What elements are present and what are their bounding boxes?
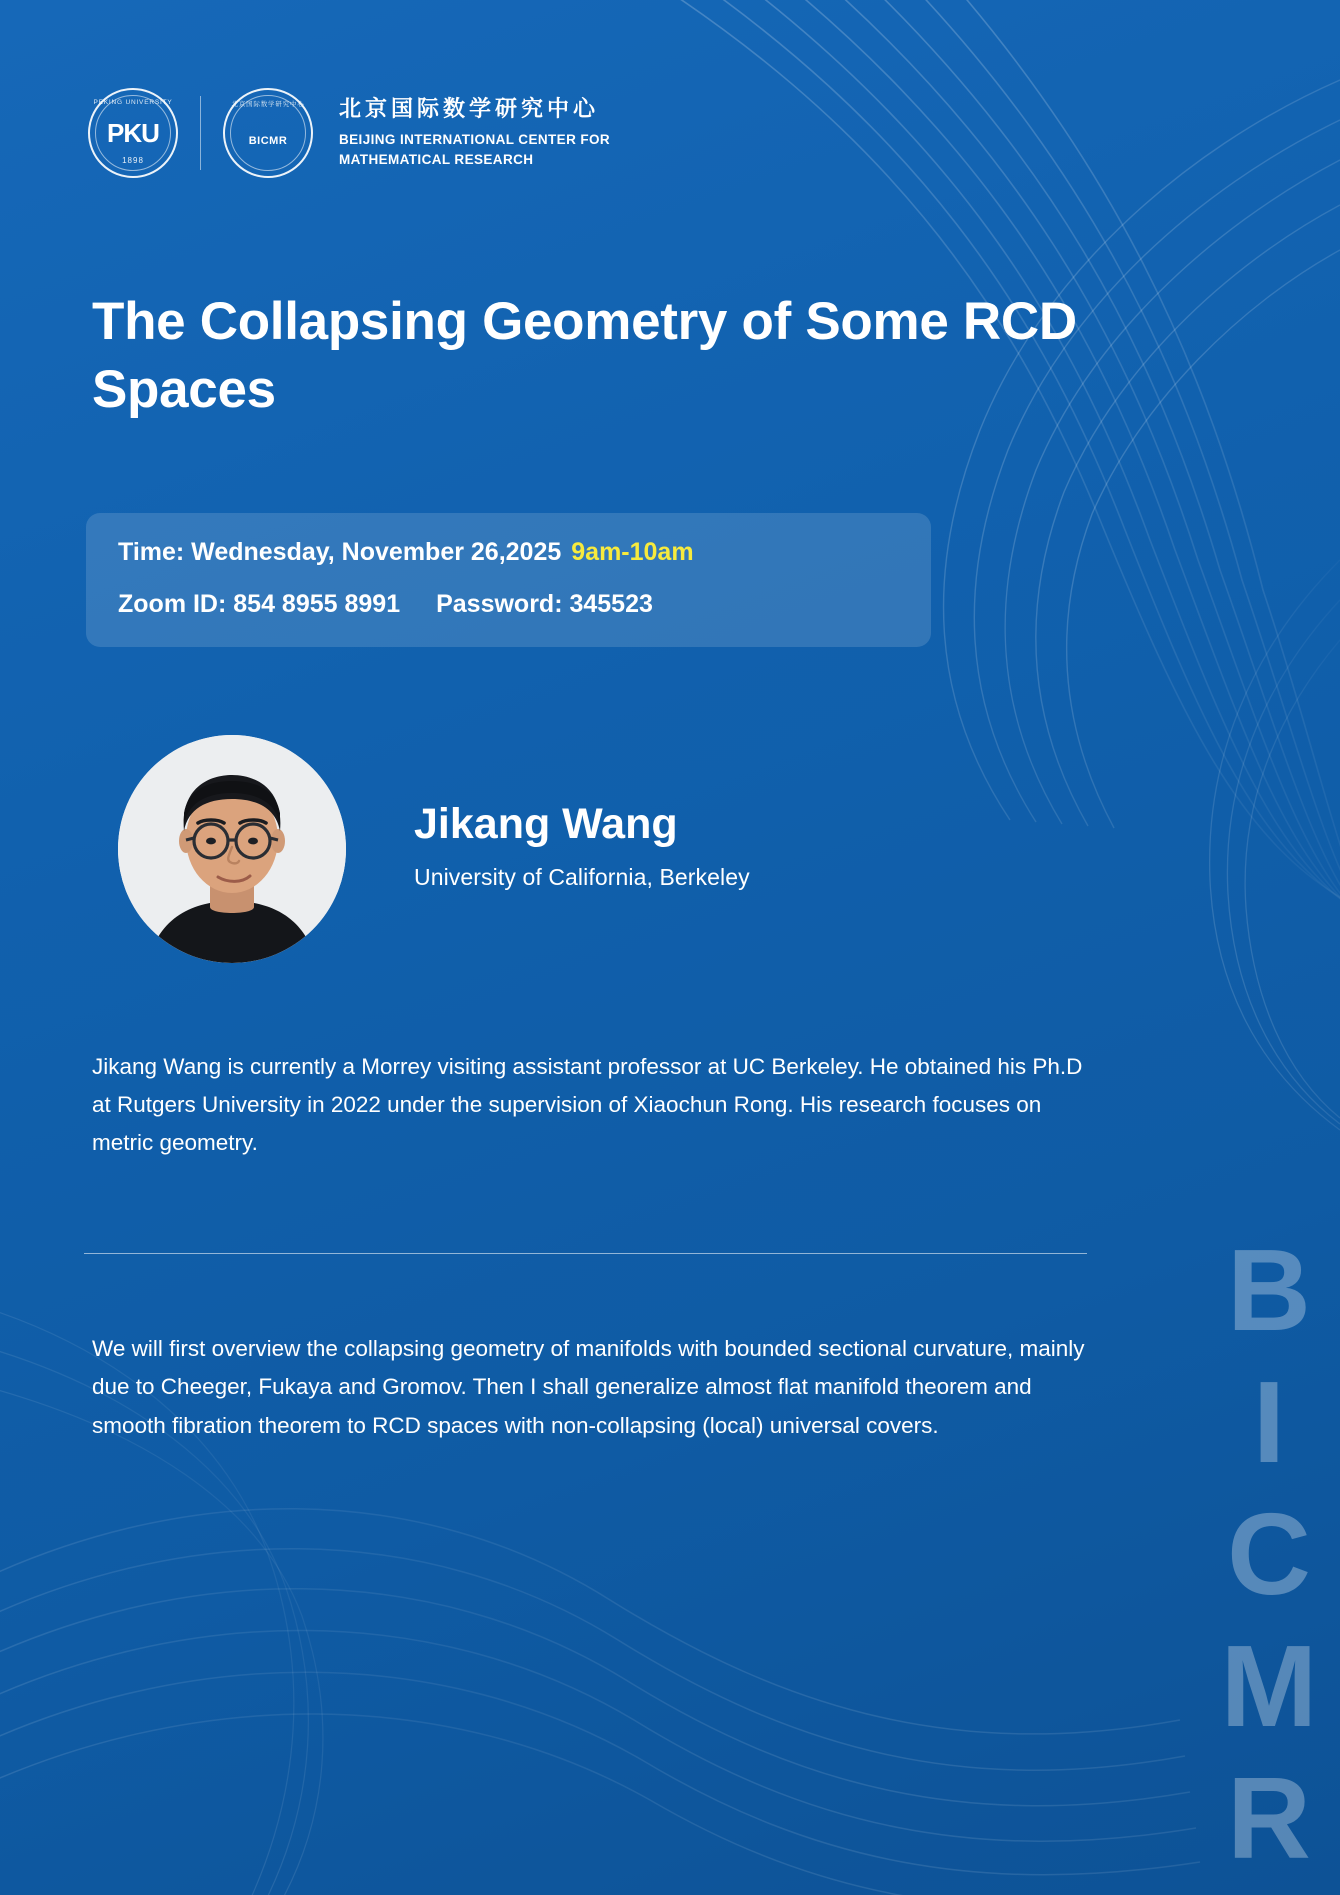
organization-name-block (339, 96, 610, 171)
bicmr-logo-mark: BICMR (248, 134, 288, 147)
event-time-label: Time: Wednesday, November 26,2025 (118, 538, 562, 566)
speaker-block (118, 735, 750, 963)
speaker-affiliation: University of California, Berkeley (414, 864, 750, 891)
event-time-line (118, 540, 899, 565)
talk-abstract: We will first overview the collapsing geometry of manifolds with bounded sectional curvature, mainly due to Cheeger, Fukaya and Gromov. Then I shall generalize almost flat manifold theorem and smooth fibration theorem to RCD spaces with non-collapsing (local) universal covers. (92, 1336, 1085, 1438)
bicmr-wordmark: BICMR (1204, 1225, 1334, 1885)
pku-logo-top-text: PEKING UNIVERSITY (93, 99, 173, 106)
zoom-id: Zoom ID: 854 8955 8991 (118, 590, 401, 618)
event-time-highlight: 9am-10am (571, 538, 694, 566)
pku-logo-icon (88, 88, 178, 178)
speaker-bio: Jikang Wang is currently a Morrey visiting assistant professor at UC Berkeley. He obtained his Ph.D at Rutgers University in 2022 under the supervision of Xiaochun Rong. His research focuses on metric geometry. (92, 1054, 1083, 1155)
organization-name-en-line2: MATHEMATICAL RESEARCH (339, 152, 534, 168)
speaker-avatar (118, 735, 346, 963)
speaker-name: Jikang Wang (414, 799, 678, 848)
event-info-box (86, 513, 931, 647)
talk-title: The Collapsing Geometry of Some RCD Spaces (92, 292, 1077, 419)
header-logos (88, 88, 610, 178)
speaker-text-block (414, 801, 750, 897)
bicmr-logo-icon (223, 88, 313, 178)
organization-name-cn: 北京国际数学研究中心 (339, 95, 600, 121)
pku-logo-mark: PKU (107, 118, 159, 148)
logo-divider (200, 96, 201, 170)
bicmr-logo-top-text: 北京国际数学研究中心 (231, 101, 305, 108)
zoom-password: Password: 345523 (436, 590, 653, 618)
organization-name-en-line1: BEIJING INTERNATIONAL CENTER FOR (339, 131, 611, 147)
section-divider (84, 1253, 1087, 1254)
event-zoom-line (118, 592, 899, 617)
pku-logo-year: 1898 (122, 156, 144, 165)
